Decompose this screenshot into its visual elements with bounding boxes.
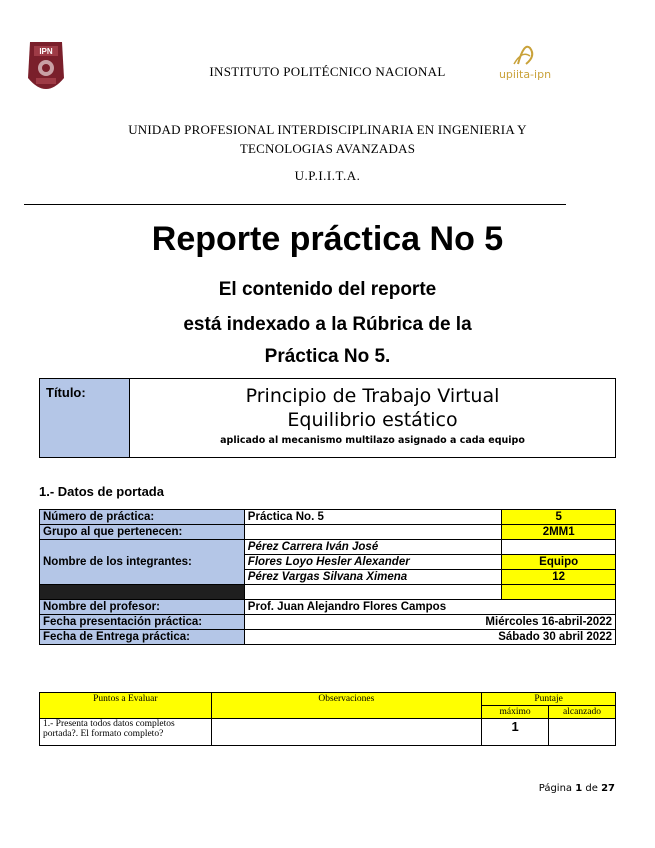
table-row: [40, 615, 616, 630]
max-header: máximo: [482, 706, 549, 719]
yellow-empty-cell: [502, 585, 616, 600]
eval-max: 1: [482, 719, 549, 746]
points-header: Puntos a Evaluar: [40, 693, 212, 719]
practice-number: 5: [502, 510, 616, 525]
section-heading: 1.- Datos de portada: [39, 484, 164, 499]
observations-header: Observaciones: [211, 693, 481, 719]
subtitle-line-3: Práctica No 5.: [264, 346, 391, 367]
page-footer: Página 1 de 27: [538, 783, 615, 794]
table-row: [40, 525, 616, 540]
table-row: [40, 630, 616, 645]
table-header-row: [40, 693, 616, 706]
dark-cell: [40, 585, 245, 600]
table-row: [40, 510, 616, 525]
professor-value: Prof. Juan Alejandro Flores Campos: [244, 600, 615, 615]
professor-label: Nombre del profesor:: [40, 600, 245, 615]
practice-description: aplicado al mecanismo multilazo asignado a cada equipo: [220, 435, 525, 446]
eval-criterion: 1.- Presenta todos datos completos portada?. El formato completo?: [40, 719, 212, 746]
unit-acronym: U.P.I.I.T.A.: [294, 168, 361, 183]
member-name: Pérez Carrera Iván José: [244, 540, 502, 555]
delivery-date-value: Sábado 30 abril 2022: [244, 630, 615, 645]
title-box: [39, 378, 616, 458]
table-row: [40, 585, 616, 600]
svg-text:IPN: IPN: [39, 47, 53, 56]
practice-title: Principio de Trabajo Virtual: [245, 385, 500, 407]
eval-reached: [549, 719, 616, 746]
practice-subtitle: Equilibrio estático: [287, 409, 458, 431]
evaluation-table: [39, 692, 616, 746]
table-row: [40, 719, 616, 746]
group-value: 2MM1: [502, 525, 616, 540]
institution-name: INSTITUTO POLITÉCNICO NACIONAL: [209, 64, 446, 79]
presentation-date-value: Miércoles 16-abril-2022: [244, 615, 615, 630]
table-row: [40, 540, 616, 555]
upiita-logo-text: upiita-ipn: [498, 68, 552, 81]
presentation-date-label: Fecha presentación práctica:: [40, 615, 245, 630]
member-name: Flores Loyo Hesler Alexander: [244, 555, 502, 570]
empty-cell: [244, 585, 502, 600]
title-content: [130, 379, 615, 457]
reached-header: alcanzado: [549, 706, 616, 719]
delivery-date-label: Fecha de Entrega práctica:: [40, 630, 245, 645]
practice-number-value: Práctica No. 5: [244, 510, 502, 525]
table-row: [40, 600, 616, 615]
unit-name: UNIDAD PROFESIONAL INTERDISCIPLINARIA EN INGENIERIA Y TECNOLOGIAS AVANZADAS: [128, 122, 527, 156]
subtitle-line-1: El contenido del reporte: [218, 279, 437, 300]
title-label: Título:: [40, 379, 130, 457]
header-divider: [24, 204, 566, 205]
team-value: 12: [502, 570, 616, 585]
eval-observation: [211, 719, 481, 746]
team-label: Equipo: [502, 555, 616, 570]
member-name: Pérez Vargas Silvana Ximena: [244, 570, 502, 585]
group-empty: [244, 525, 502, 540]
subtitle-line-2: está indexado a la Rúbrica de la: [183, 314, 472, 335]
cover-data-table: [39, 509, 616, 645]
group-label: Grupo al que pertenecen:: [40, 525, 245, 540]
practice-number-label: Número de práctica:: [40, 510, 245, 525]
score-header: Puntaje: [482, 693, 616, 706]
report-title: Reporte práctica No 5: [151, 220, 504, 258]
members-label: Nombre de los integrantes:: [40, 540, 245, 585]
members-empty: [502, 540, 616, 555]
